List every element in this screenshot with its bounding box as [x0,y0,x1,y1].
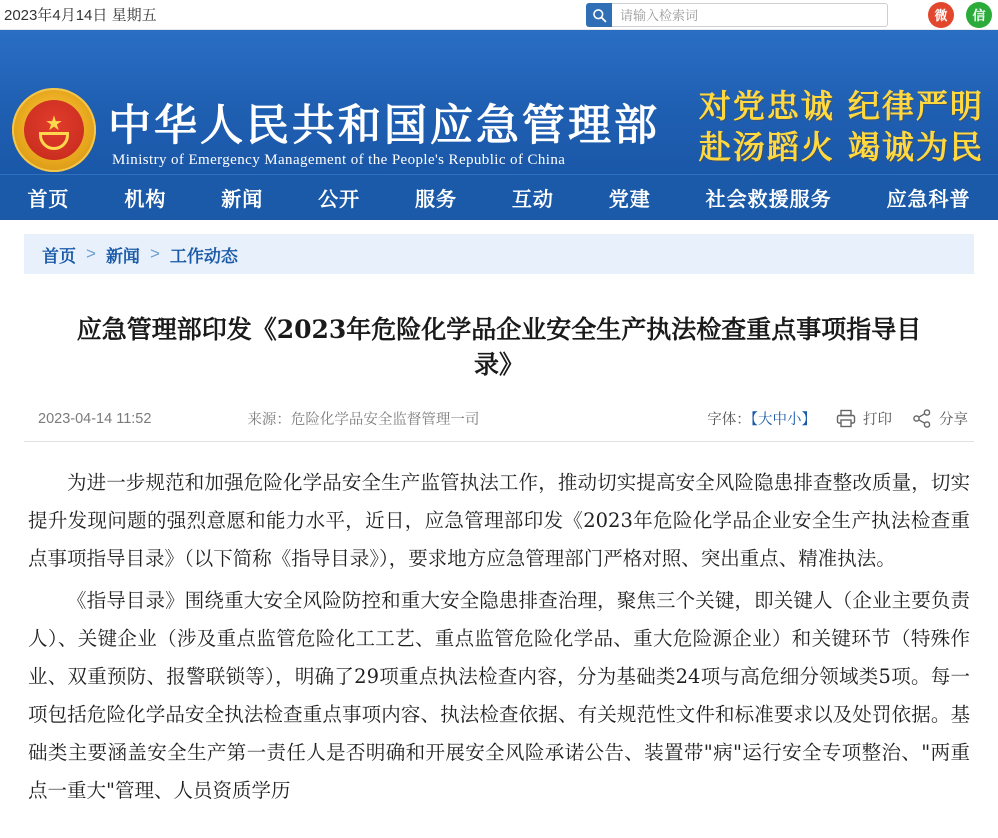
nav-item-party-building[interactable]: 党建 [608,189,651,211]
article-paragraph: 《指导目录》围绕重大安全风险防控和重大安全隐患排查治理，聚焦三个关键，即关键人（企业主要负责人）、关键企业（涉及重点监管危险化工工艺、重点监管危险化学品、重大危险源企业）和关键环节（特殊作业、双重预防、报警联锁等），明确了29项重点执法检查内容，分为基础类24项与高危细分领域类5项。每一项包括危险化学品安全执法检查重点事项内容、执法检查依据、有关规范性文件和标准要求以及处罚依据。基础类主要涵盖安全生产第一责任人是否明确和开展安全风险承诺公告、装置带"病"运行安全专项整治、"两重点一重大"管理、人员资质学历 [28,589,970,803]
article [0,274,998,810]
print-button[interactable] [836,408,892,429]
nav-item-services[interactable]: 服务 [415,189,457,211]
page-title: 应急管理部印发《2023年危险化学品企业安全生产执法检查重点事项指导目录》 [76,315,922,379]
printer-icon [836,409,856,428]
masthead-slogan [699,86,984,168]
breadcrumb-current: 工作动态 [169,246,238,266]
nav-item-emergency-science[interactable]: 应急科普 [886,189,971,211]
national-emblem-icon: ★ [12,88,96,172]
search-input[interactable] [612,3,888,27]
search-icon[interactable] [586,3,612,27]
fontsize-label: 字体： [707,412,751,428]
article-actions [707,408,968,429]
print-label: 打印 [863,412,892,428]
current-date: 2023年4月14日 星期五 [4,7,157,24]
main-navigation [0,174,998,220]
nav-item-news[interactable]: 新闻 [221,189,264,211]
breadcrumb-news[interactable]: 新闻 [105,246,140,266]
breadcrumb [24,234,974,274]
nav-item-organization[interactable]: 机构 [124,189,167,211]
share-icon [912,409,932,428]
breadcrumb-home[interactable]: 首页 [42,246,76,266]
nav-item-interaction[interactable]: 互动 [511,189,554,211]
nav-item-social-rescue[interactable]: 社会救援服务 [705,189,832,211]
fontsize-options[interactable]: 【大中小】 [750,412,816,428]
article-body [24,442,974,810]
site-title-zh: 中华人民共和国应急管理部 [108,101,660,151]
share-button[interactable] [912,408,968,429]
article-paragraph: 为进一步规范和加强危险化学品安全生产监管执法工作，推动切实提高安全风险隐患排查整改质量，切实提升发现问题的强烈意愿和能力水平，近日，应急管理部印发《2023年危险化学品企业安全生产执法检查重点事项指导目录》（以下简称《指导目录》），要求地方应急管理部门严格对照、突出重点、精准执法。 [28,471,970,571]
source-label: 来源： [247,412,291,428]
site-title-en: Ministry of Emergency Management of the People's Republic of China [112,152,566,168]
article-meta [24,408,974,442]
slogan-line-2: 赴汤蹈火 竭诚为民 [698,127,984,166]
breadcrumb-wrapper [0,220,998,274]
slogan-line-1: 对党忠诚 纪律严明 [698,87,984,125]
publish-timestamp: 2023-04-14 11:52 [38,410,152,427]
nav-item-home[interactable]: 首页 [27,189,70,211]
breadcrumb-separator-2: > [149,244,160,263]
share-label: 分享 [939,412,968,428]
nav-item-disclosure[interactable]: 公开 [318,189,361,211]
source-name: 危险化学品安全监督管理一司 [290,412,480,428]
weibo-icon[interactable] [928,2,954,28]
social-links [928,2,992,28]
weibo-glyph: 微 [934,7,948,23]
breadcrumb-separator-1: > [86,244,96,263]
site-search [586,3,888,27]
wechat-glyph: 信 [972,7,986,23]
fontsize-control[interactable] [707,408,816,429]
top-utility-bar [0,0,998,30]
wechat-icon[interactable] [966,2,992,28]
site-masthead [0,30,998,174]
